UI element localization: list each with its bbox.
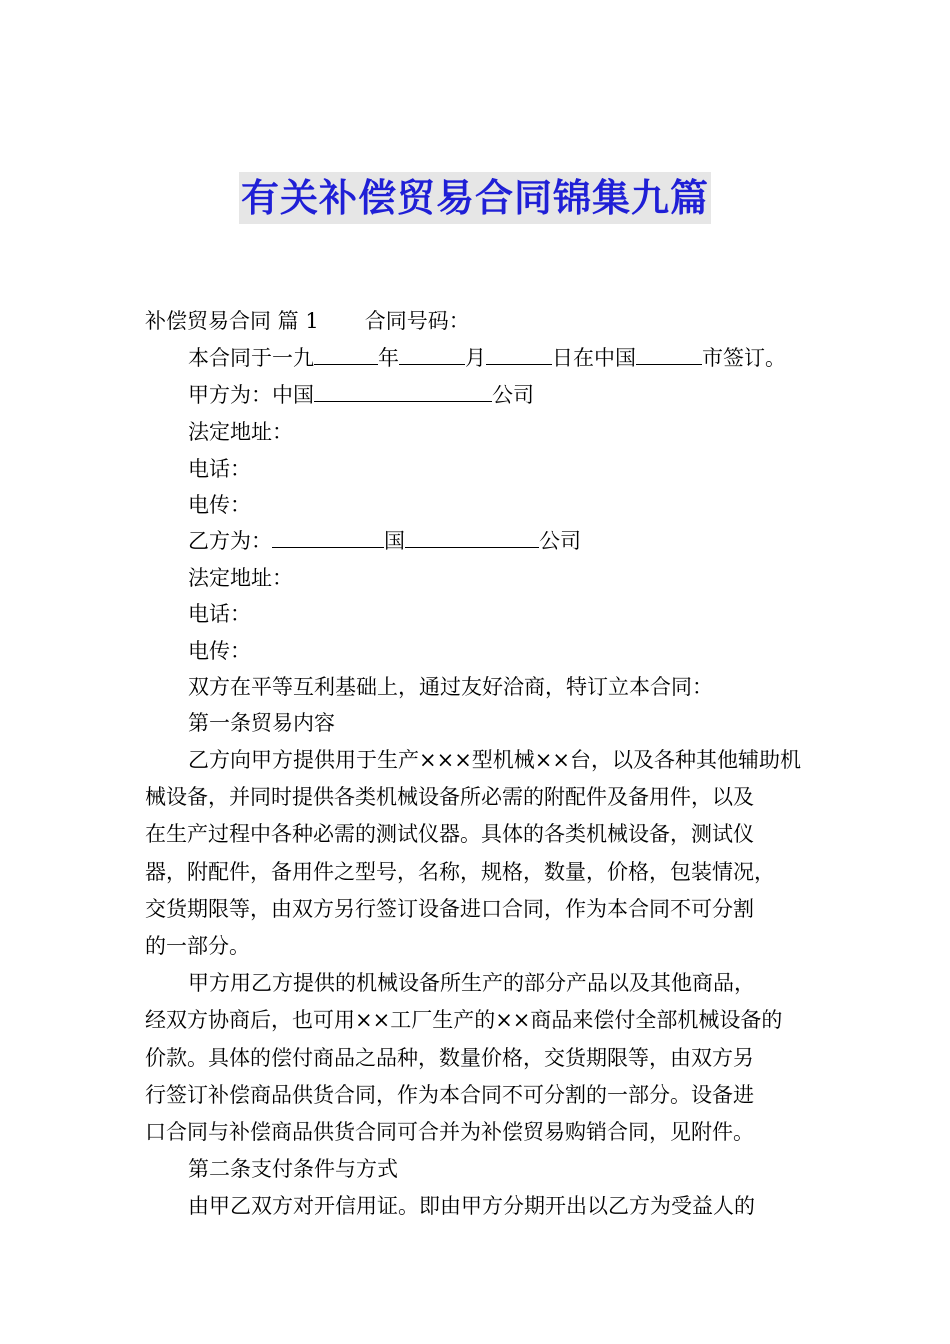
day-blank	[486, 342, 552, 365]
paragraph-2-line: 价款。具体的偿付商品之品种，数量价格，交货期限等，由双方另	[145, 1046, 754, 1070]
party-b-address: 法定地址：	[188, 566, 293, 590]
day-label: 日在中国	[552, 346, 636, 370]
signing-suffix: 市签订。	[702, 346, 786, 370]
document-title: 有关补偿贸易合同锦集九篇	[239, 172, 711, 224]
month-blank	[399, 342, 465, 365]
party-a-fax: 电传：	[188, 493, 251, 517]
article-1-title: 第一条贸易内容	[188, 711, 335, 735]
party-b-phone: 电话：	[188, 602, 251, 626]
contract-heading	[145, 303, 825, 339]
contract-number-label: 合同号码：	[364, 309, 470, 333]
party-b-country-label: 国	[384, 529, 405, 553]
month-label: 月	[465, 346, 486, 370]
intro-text: 双方在平等互利基础上，通过友好洽商，特订立本合同：	[188, 675, 713, 699]
paragraph-2-line: 甲方用乙方提供的机械设备所生产的部分产品以及其他商品，	[188, 971, 755, 995]
article-2-title: 第二条支付条件与方式	[188, 1157, 398, 1181]
party-a-prefix: 甲方为：中国	[188, 383, 314, 407]
city-blank	[636, 342, 702, 365]
paragraph-2-line: 口合同与补偿商品供货合同可合并为补偿贸易购销合同，见附件。	[145, 1120, 754, 1144]
party-b-country-blank	[272, 525, 384, 548]
party-a-phone: 电话：	[188, 457, 251, 481]
paragraph-1-line: 的一部分。	[145, 934, 250, 958]
year-blank	[314, 342, 378, 365]
party-a-address: 法定地址：	[188, 420, 293, 444]
party-a-line	[188, 377, 868, 413]
party-b-suffix: 公司	[539, 529, 581, 553]
signing-line	[188, 340, 868, 376]
party-a-suffix: 公司	[492, 383, 534, 407]
contract-name: 补偿贸易合同 篇 1	[145, 309, 319, 333]
signing-prefix: 本合同于一九	[188, 346, 314, 370]
title-wrap	[0, 172, 950, 224]
party-b-prefix: 乙方为：	[188, 529, 272, 553]
paragraph-1-line: 交货期限等，由双方另行签订设备进口合同，作为本合同不可分割	[145, 897, 754, 921]
party-a-blank	[314, 379, 492, 402]
paragraph-1-line: 在生产过程中各种必需的测试仪器。具体的各类机械设备，测试仪	[145, 822, 754, 846]
party-b-line	[188, 523, 868, 559]
party-b-fax: 电传：	[188, 639, 251, 663]
paragraph-1-line: 乙方向甲方提供用于生产×××型机械××台，以及各种其他辅助机	[188, 748, 801, 772]
paragraph-2-line: 经双方协商后，也可用××工厂生产的××商品来偿付全部机械设备的	[145, 1008, 783, 1032]
paragraph-1-line: 械设备，并同时提供各类机械设备所必需的附配件及备用件，以及	[145, 785, 754, 809]
paragraph-1-line: 器，附配件，备用件之型号，名称，规格，数量，价格，包装情况，	[145, 860, 775, 884]
year-label: 年	[378, 346, 399, 370]
paragraph-3-line: 由甲乙双方对开信用证。即由甲方分期开出以乙方为受益人的	[188, 1194, 755, 1218]
paragraph-2-line: 行签订补偿商品供货合同，作为本合同不可分割的一部分。设备进	[145, 1083, 754, 1107]
party-b-company-blank	[405, 525, 539, 548]
